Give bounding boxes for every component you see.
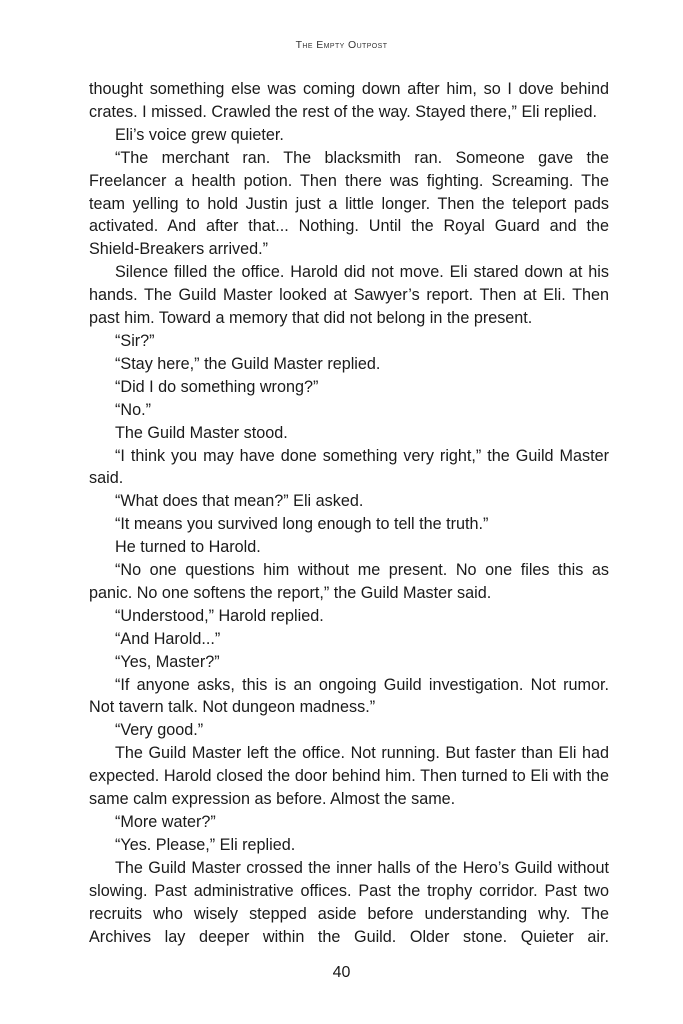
paragraph: “Yes. Please,” Eli replied.	[115, 835, 296, 854]
paragraph: “Sir?”	[115, 331, 155, 350]
paragraph: “It means you survived long enough to tell the truth.”	[115, 515, 489, 534]
paragraph: “If anyone asks, this is an ongoing Guild investigation. Not rumor. Not tavern talk. Not dungeon madness.”	[89, 675, 609, 717]
paragraph: Silence filled the office. Harold did not move. Eli stared down at his hands. The Guild Master looked at Sawyer’s report. Then at Eli. Then past him. Toward a memory that did not belong in the present.	[89, 263, 609, 328]
paragraph: “What does that mean?” Eli asked.	[115, 492, 364, 511]
paragraph: “The merchant ran. The blacksmith ran. Someone gave the Freelancer a health potion. Then there was fighting. Screaming. The team yelling to hold Justin just a little longer. Then the teleport pads activated. And after that... Nothing. Until the Royal Guard and the Shield-Breakers arrived.”	[89, 148, 609, 259]
paragraph: “Very good.”	[115, 721, 204, 740]
paragraph: Eli’s voice grew quieter.	[115, 125, 284, 144]
paragraph: The Guild Master crossed the inner halls of the Hero’s Guild without slowing. Past administrative offices. Past the trophy corridor. Past two recruits who wisely stepped aside before understanding why. The Archives lay deeper within the Guild. Older stone. Quieter air.	[89, 858, 609, 946]
paragraph: “Did I do something wrong?”	[115, 377, 319, 396]
page-number: 40	[332, 964, 351, 981]
paragraph: He turned to Harold.	[115, 538, 261, 557]
paragraph: thought something else was coming down after him, so I dove behind crates. I missed. Crawled the rest of the way. Stayed there,” Eli replied.	[89, 80, 609, 121]
page-body	[89, 78, 609, 948]
paragraph: “More water?”	[115, 813, 216, 831]
paragraph: “I think you may have done something very right,” the Guild Master said.	[89, 446, 609, 488]
paragraph: “And Harold...”	[115, 629, 221, 648]
paragraph: The Guild Master left the office. Not running. But faster than Eli had expected. Harold closed the door behind him. Then turned to Eli with the same calm expression as before. Almost the same.	[89, 744, 609, 809]
running-header: The Empty Outpost	[295, 39, 388, 51]
paragraph: “Understood,” Harold replied.	[115, 606, 324, 625]
paragraph: “No.”	[115, 400, 151, 419]
paragraph: “No one questions him without me present. No one files this as panic. No one softens the report,” the Guild Master said.	[89, 561, 609, 602]
paragraph: “Yes, Master?”	[115, 652, 220, 671]
paragraph: “Stay here,” the Guild Master replied.	[115, 354, 381, 373]
paragraph: The Guild Master stood.	[115, 423, 288, 442]
